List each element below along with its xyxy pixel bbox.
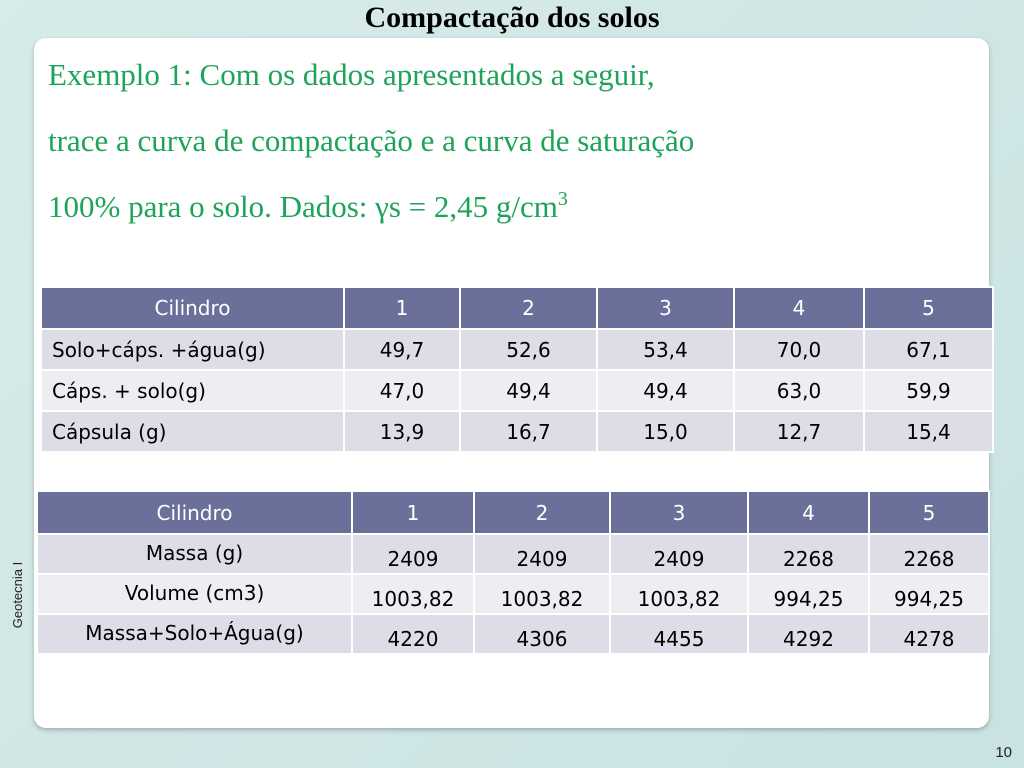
table-cell: 53,4 bbox=[597, 329, 734, 370]
table-cell: 15,4 bbox=[864, 411, 993, 452]
row-label: Massa+Solo+Água(g) bbox=[37, 614, 352, 654]
header-cell: 2 bbox=[460, 287, 597, 329]
course-label: Geotecnia I bbox=[10, 561, 25, 629]
example-line-2: trace a curva de compactação e a curva de saturação bbox=[48, 123, 695, 158]
moisture-table bbox=[40, 286, 994, 453]
table-cell: 1003,82 bbox=[352, 574, 474, 614]
table-cell: 994,25 bbox=[869, 574, 989, 614]
table-cell: 2268 bbox=[869, 534, 989, 574]
table-cell: 49,4 bbox=[460, 370, 597, 411]
table-cell: 2409 bbox=[610, 534, 748, 574]
table-cell: 70,0 bbox=[734, 329, 864, 370]
table-row bbox=[37, 574, 989, 614]
header-cell: 2 bbox=[474, 491, 610, 534]
table-cell: 15,0 bbox=[597, 411, 734, 452]
table-cell: 4278 bbox=[869, 614, 989, 654]
table-cell: 63,0 bbox=[734, 370, 864, 411]
header-cell: 3 bbox=[610, 491, 748, 534]
header-cell: 1 bbox=[352, 491, 474, 534]
table-row bbox=[41, 411, 993, 452]
table-cell: 994,25 bbox=[748, 574, 869, 614]
table-row bbox=[37, 534, 989, 574]
slide-title: Compactação dos solos bbox=[364, 1, 660, 34]
table-cell: 52,6 bbox=[460, 329, 597, 370]
table-header-row bbox=[41, 287, 993, 329]
cubic-superscript: 3 bbox=[557, 188, 568, 210]
table-cell: 2409 bbox=[352, 534, 474, 574]
table-cell: 1003,82 bbox=[474, 574, 610, 614]
table-cell: 12,7 bbox=[734, 411, 864, 452]
table-header-row bbox=[37, 491, 989, 534]
row-label: Cápsula (g) bbox=[41, 411, 344, 452]
table-cell: 16,7 bbox=[460, 411, 597, 452]
table-cell: 4292 bbox=[748, 614, 869, 654]
header-cell: 3 bbox=[597, 287, 734, 329]
header-cell: Cilindro bbox=[37, 491, 352, 534]
table-cell: 4455 bbox=[610, 614, 748, 654]
header-cell: 5 bbox=[864, 287, 993, 329]
table-cell: 49,7 bbox=[344, 329, 460, 370]
table-row bbox=[41, 329, 993, 370]
table-cell: 2409 bbox=[474, 534, 610, 574]
header-cell: 4 bbox=[748, 491, 869, 534]
row-label: Solo+cáps. +água(g) bbox=[41, 329, 344, 370]
example-text bbox=[48, 50, 948, 248]
table-cell: 4306 bbox=[474, 614, 610, 654]
row-label: Massa (g) bbox=[37, 534, 352, 574]
table-cell: 47,0 bbox=[344, 370, 460, 411]
table-cell: 49,4 bbox=[597, 370, 734, 411]
example-line-1: Exemplo 1: Com os dados apresentados a seguir, bbox=[48, 57, 655, 92]
table-cell: 59,9 bbox=[864, 370, 993, 411]
header-cell: 4 bbox=[734, 287, 864, 329]
table-row bbox=[37, 614, 989, 654]
example-line-3 bbox=[48, 182, 948, 248]
row-label: Volume (cm3) bbox=[37, 574, 352, 614]
example-line-3-text: 100% para o solo. Dados: γs = 2,45 g/cm bbox=[48, 189, 558, 224]
mass-volume-table bbox=[36, 490, 990, 655]
header-cell: 1 bbox=[344, 287, 460, 329]
header-cell: 5 bbox=[869, 491, 989, 534]
header-cell: Cilindro bbox=[41, 287, 344, 329]
page-number: 10 bbox=[995, 744, 1012, 761]
table-row bbox=[41, 370, 993, 411]
table-cell: 1003,82 bbox=[610, 574, 748, 614]
table-cell: 13,9 bbox=[344, 411, 460, 452]
row-label: Cáps. + solo(g) bbox=[41, 370, 344, 411]
table-cell: 67,1 bbox=[864, 329, 993, 370]
table-cell: 2268 bbox=[748, 534, 869, 574]
table-cell: 4220 bbox=[352, 614, 474, 654]
